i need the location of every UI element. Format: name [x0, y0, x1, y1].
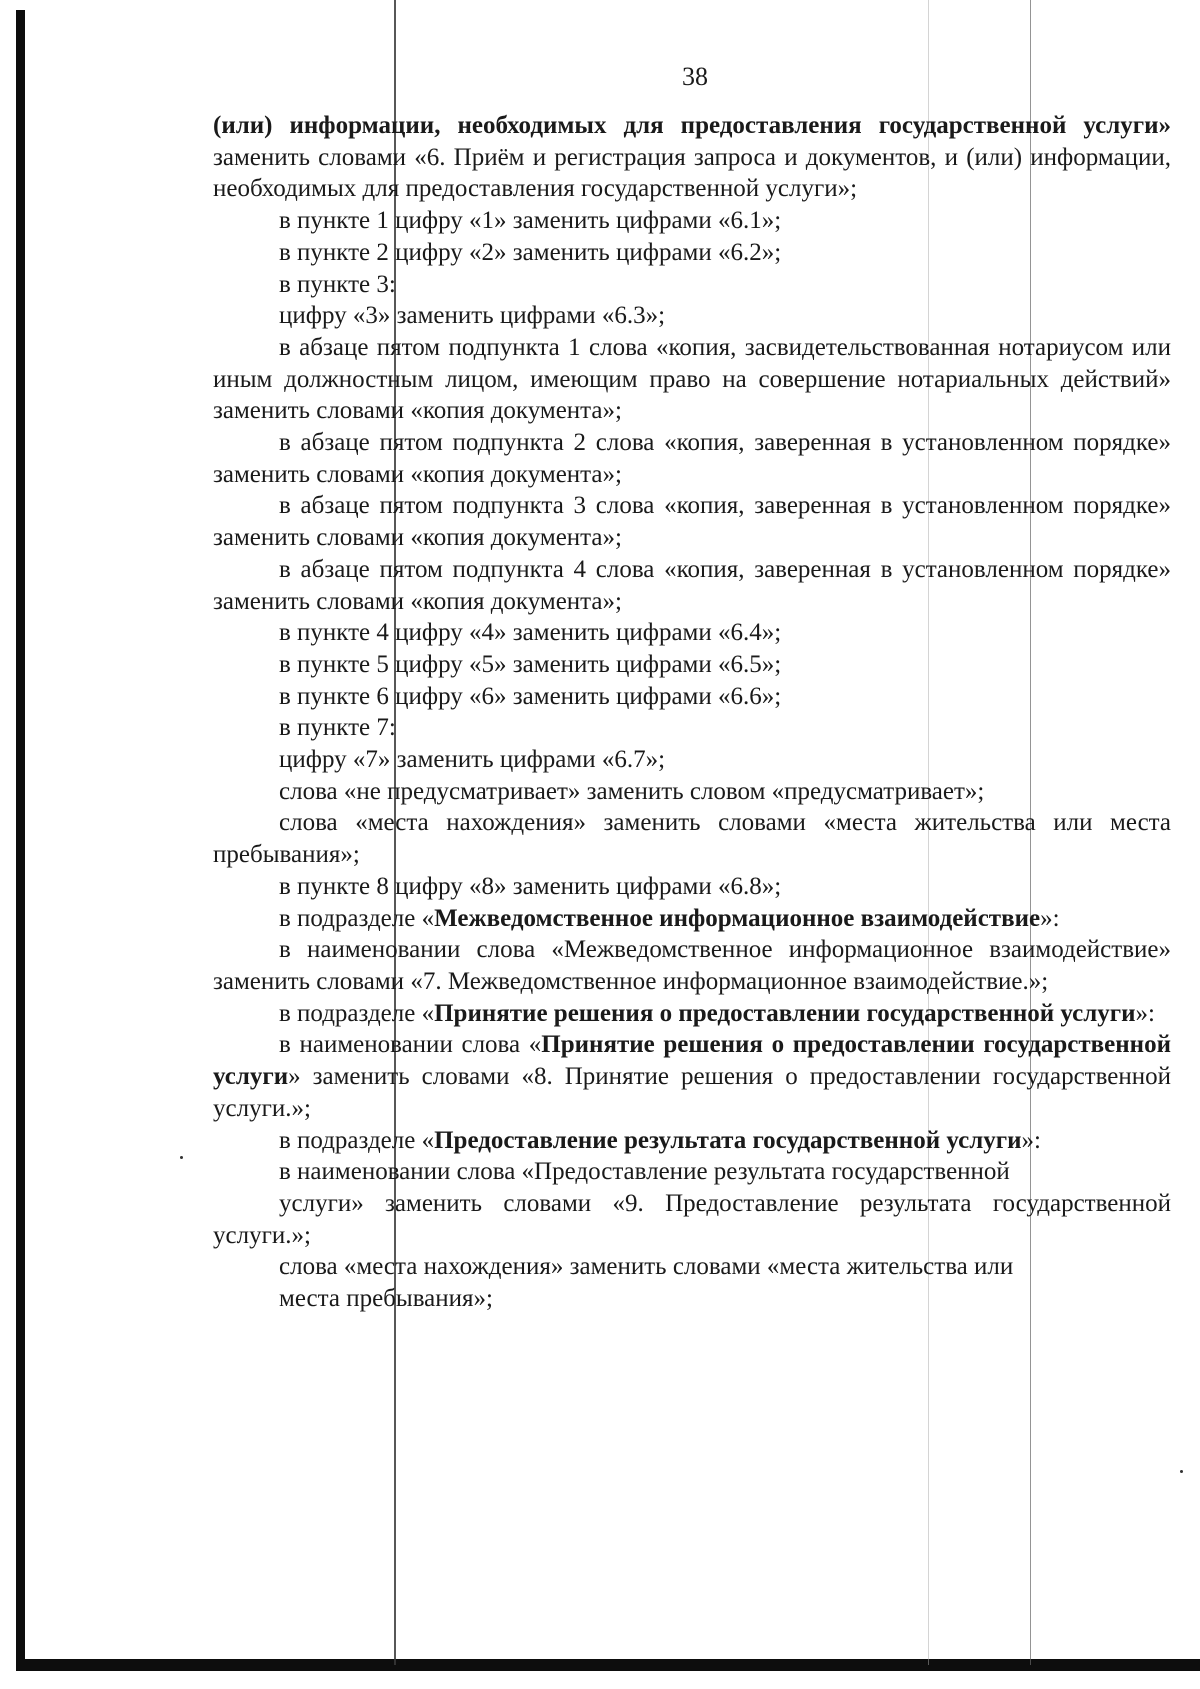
text-run: в подразделе «: [279, 904, 435, 932]
paragraph: [213, 934, 1171, 997]
text-run: места пребывания»;: [279, 1285, 493, 1313]
text-run: »:: [1135, 999, 1155, 1027]
text-run: в подразделе «: [279, 999, 435, 1027]
scan-speck: [180, 1156, 183, 1159]
paragraph: [213, 617, 1171, 649]
text-run: слова «не предусматривает» заменить словом «предусматривает»;: [279, 777, 985, 805]
text-run: в пункте 8 цифру «8» заменить цифрами «6.8»;: [279, 872, 782, 900]
paragraph: [213, 427, 1171, 490]
paragraph: [213, 1188, 1171, 1251]
paragraph: [213, 776, 1171, 808]
text-run: в подразделе «: [279, 1126, 435, 1154]
text-run: в абзаце пятом подпункта 3 слова «копия, заверенная в установленном порядке» заменить словами «копия документа»;: [213, 492, 1171, 552]
text-run: цифру «3» заменить цифрами «6.3»;: [279, 302, 666, 330]
paragraph: [213, 237, 1171, 269]
paragraph: [213, 1029, 1171, 1124]
text-run: в абзаце пятом подпункта 4 слова «копия, заверенная в установленном порядке» заменить словами «копия документа»;: [213, 555, 1171, 615]
text-run: в наименовании слова «Межведомственное информационное взаимодействие» заменить словами «7. Межведомственное информационное взаимодействие.»;: [213, 936, 1171, 995]
paragraph: [213, 1251, 1171, 1283]
bold-text-run: Межведомственное информационное взаимодействие: [434, 904, 1041, 932]
text-run: услуги» заменить словами «9. Предоставление результата государственной услуги.»;: [213, 1189, 1171, 1249]
text-run: в наименовании слова «Предоставление результата государственной: [279, 1158, 1010, 1186]
text-run: в пункте 1 цифру «1» заменить цифрами «6.1»;: [279, 207, 782, 235]
bold-text-run: Предоставление результата государственной услуги: [434, 1126, 1022, 1154]
bold-text-run: (или) информации, необходимых для предоставления государственной услуги»: [213, 112, 1171, 139]
paragraph: [213, 649, 1171, 681]
document-body: [213, 110, 1171, 1315]
paragraph: [213, 998, 1171, 1030]
text-run: слова «места нахождения» заменить словами «места жительства или места пребывания»;: [213, 809, 1171, 869]
text-run: заменить словами «6. Приём и регистрация запроса и документов, и (или) информации, необходимых для предоставления государственной услуги»;: [213, 143, 1171, 203]
text-run: цифру «7» заменить цифрами «6.7»;: [279, 746, 666, 774]
paragraph: [213, 1283, 1171, 1315]
paragraph: [213, 744, 1171, 776]
paragraph: [213, 807, 1171, 870]
text-run: в наименовании слова «: [279, 1031, 542, 1059]
page-number: 38: [682, 62, 708, 91]
paragraph: [213, 712, 1171, 744]
paragraph: [213, 332, 1171, 427]
text-run: »:: [1021, 1126, 1041, 1154]
text-run: в пункте 3:: [279, 270, 396, 298]
paragraph: [213, 681, 1171, 713]
text-run: в пункте 7:: [279, 714, 396, 742]
paragraph: [213, 490, 1171, 553]
text-run: в абзаце пятом подпункта 1 слова «копия, засвидетельствованная нотариусом или иным должностным лицом, имеющим право на совершение нотариальных действий» заменить словами «копия документа»;: [213, 333, 1171, 425]
paragraph: [213, 205, 1171, 237]
text-run: в абзаце пятом подпункта 2 слова «копия, заверенная в установленном порядке» заменить словами «копия документа»;: [213, 429, 1171, 488]
text-run: слова «места нахождения» заменить словами «места жительства или: [279, 1253, 1014, 1281]
text-run: »:: [1040, 904, 1060, 932]
paragraph: [213, 269, 1171, 301]
bold-text-run: Принятие решения о предоставлении государственной услуги: [213, 1031, 1171, 1091]
paragraph: [213, 110, 1171, 205]
scan-border-left: [16, 10, 25, 1670]
scan-speck: [1180, 1470, 1183, 1473]
paragraph: [213, 554, 1171, 617]
text-run: в пункте 6 цифру «6» заменить цифрами «6.6»;: [279, 682, 782, 710]
paragraph: [213, 300, 1171, 332]
text-run: в пункте 5 цифру «5» заменить цифрами «6.5»;: [279, 650, 782, 678]
paragraph: [213, 871, 1171, 903]
paragraph: [213, 1125, 1171, 1157]
text-run: » заменить словами «8. Принятие решения о предоставлении государственной услуги.»;: [213, 1063, 1171, 1122]
paragraph: [213, 903, 1171, 935]
scan-border-bottom: [16, 1659, 1200, 1671]
text-run: в пункте 4 цифру «4» заменить цифрами «6.4»;: [279, 619, 782, 647]
bold-text-run: Принятие решения о предоставлении государственной услуги: [434, 999, 1136, 1027]
paragraph: [213, 1156, 1171, 1188]
text-run: в пункте 2 цифру «2» заменить цифрами «6.2»;: [279, 238, 782, 266]
